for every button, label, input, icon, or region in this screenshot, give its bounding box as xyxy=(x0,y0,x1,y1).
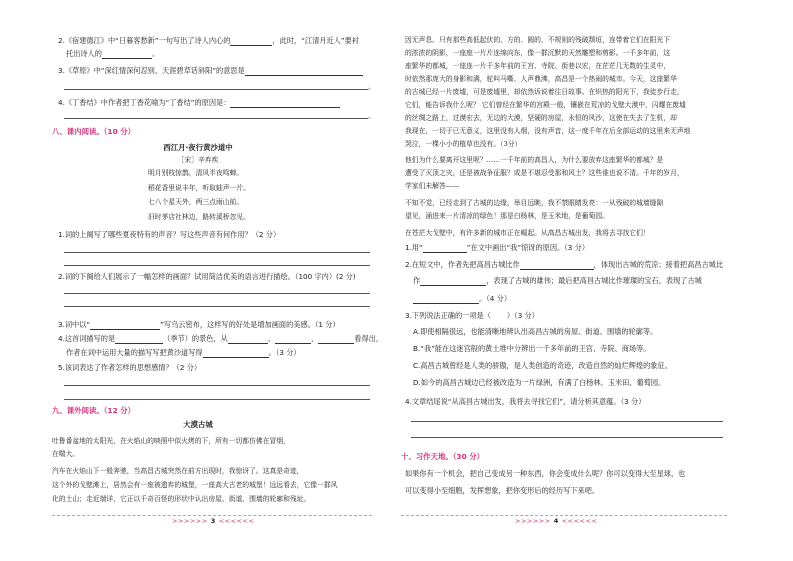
question-2-cont xyxy=(66,49,159,59)
answer-line[interactable] xyxy=(64,385,370,386)
q8-4-text-c: 、 xyxy=(267,334,276,343)
article-line: 的丝绸之路上，过漠宏去，无边的大漠，坚硬的房屋，永恒的风沙，这使在失去了生机，却 xyxy=(405,114,677,122)
arrows-left: >>>>>> xyxy=(515,517,551,525)
answer-line[interactable] xyxy=(64,89,368,90)
q9-4: 4.文章结尾说“从高昌古城出发，我将去寻找它们”，请分析其意蕴。（3 分） xyxy=(405,397,646,406)
q9-2 xyxy=(405,260,723,270)
right-page xyxy=(397,0,793,561)
q9-1 xyxy=(405,243,589,253)
q8-4-text-b: （季节）的景色，从 xyxy=(163,334,228,343)
q2-text-a: 2.《宿建德江》中“日暮客愁新”一句写出了诗人内心的 xyxy=(58,36,231,45)
option-b[interactable]: B.“我”能在这迷宫般的黄土堆中分辨出一千多年前的王宫、寺院、商场等。 xyxy=(413,344,651,353)
answer-line[interactable] xyxy=(411,421,723,422)
answer-blank[interactable] xyxy=(203,349,269,358)
answer-line[interactable] xyxy=(64,118,368,119)
answer-blank[interactable] xyxy=(423,244,467,253)
article-title: 大漠古城 xyxy=(183,420,213,429)
q3-period: 。 xyxy=(368,82,376,91)
article-line: 哭泣，一棵小小的植草也没有。（3分） xyxy=(405,140,522,148)
article-line: 在喘大。 xyxy=(52,450,80,458)
q8-2: 2.词的下阕给人们展示了一幅怎样的画面？试用简洁优美的语言进行描绘。（100 字内）(2 分) xyxy=(58,272,356,281)
q8-4-text-d: 、 xyxy=(311,334,319,343)
option-c[interactable]: C.高昌古城曾经是人类的骄傲，是人类创造的奇迹，改造自然的灿烂辉煌的象征。 xyxy=(413,361,672,370)
q8-5: 5.该词表达了作者怎样的思想感情？（2 分） xyxy=(58,363,202,372)
article-line: 这个外的戈壁滩上，居然会有一座被遗弃的城堡，一座高大古老的城堡！远远看去，它像一群风 xyxy=(52,481,338,489)
answer-blank[interactable] xyxy=(275,335,311,344)
article-line: 的浓浓的阴影，一座座一片片连绵向东，像一群沉默的天然雕塑和剪影。一千多年前，这 xyxy=(405,49,671,57)
q4-period: 。 xyxy=(368,111,376,120)
article-line: 学家们未解答—— xyxy=(405,182,460,190)
q9-3 xyxy=(405,311,539,321)
q8-3-text-b: ”写乌云密布，这样写的好处是增加画面的美感。（1 分） xyxy=(160,320,340,329)
page-divider xyxy=(52,515,372,516)
answer-blank[interactable] xyxy=(102,50,152,59)
q2-text-d: 。 xyxy=(151,49,160,58)
answer-blank[interactable] xyxy=(115,335,163,344)
section-10-heading: 十、习作天地。（30 分） xyxy=(401,452,485,461)
article-line: 的古城已经一片废墟，可是废墟里，却依然诉说着往日故事。在炽热的阳光下，我徒步行走， xyxy=(405,88,684,96)
q8-3 xyxy=(58,320,340,330)
article-line: 汽车在火焰山下一般奔驰，当高昌古城突然在前方出现时，我惊讶了。这真是奇迹， xyxy=(52,467,304,475)
q8-3-text-a: 3.词中以“ xyxy=(58,320,91,329)
q9-2-text-e: 。（4 分） xyxy=(479,294,512,303)
q8-4-text-f: 作者在词中运用大量的描写写把黄沙道写得 xyxy=(66,348,203,357)
arrows-right: <<<<<< xyxy=(561,517,598,525)
section-8-heading: 八、课内阅读。（10 分） xyxy=(52,127,136,136)
page-number: 4 xyxy=(553,517,559,525)
section-9-heading: 九、课外阅读。（12 分） xyxy=(52,406,136,415)
answer-blank[interactable] xyxy=(230,37,272,46)
essay-prompt-line: 可以变得小至细胞，发挥想象，把你变形后的经历写下来吧。 xyxy=(405,486,600,495)
q9-2-cont xyxy=(413,276,702,286)
article-line: 他们为什么要离开这里呢？……一千年前的高昌人，为什么要放弃这座繁华的都城？是 xyxy=(405,156,664,164)
page-divider xyxy=(401,515,727,516)
poem-title: 西江月·夜行黄沙道中 xyxy=(163,143,233,152)
q9-2-text-c: 作 xyxy=(413,276,421,285)
answer-blank[interactable] xyxy=(245,67,363,76)
poem-line: 明月别枝惊鹊，清风半夜鸣蝉。 xyxy=(148,169,244,177)
option-a[interactable]: A.即使相隔很远，也能清晰地辨认出高昌古城的房屋、街道、围墙的轮廓等。 xyxy=(413,327,658,336)
answer-blank[interactable] xyxy=(413,295,479,304)
arrows-left: >>>>>> xyxy=(172,517,208,525)
question-3 xyxy=(58,66,363,76)
article-line: 座繁华的都城，一座连一片千多年前的王宫、寺院、街巷以宏，在茫茫几无数的生灵中， xyxy=(405,62,671,70)
q2-text-b: ，此时，“江清月近人”要衬 xyxy=(272,36,359,45)
q8-4-text-a: 4.这首词描写的是 xyxy=(58,334,116,343)
q9-1-text-b: ”在文中画出“我”惊讶的原因。（3 分） xyxy=(466,243,590,252)
answer-blank[interactable] xyxy=(318,335,354,344)
q8-1: 1.词的上阕写了哪些夏夜特有的声音？写这些声音有何作用？（2 分） xyxy=(58,230,281,239)
answer-line[interactable] xyxy=(64,306,370,307)
q2-text-c: 托出诗人的 xyxy=(66,49,102,58)
page-number-4 xyxy=(515,517,597,525)
essay-prompt-line: 如果你有一个机会，把自己变成另一种东西，你会变成什么呢？你可以变得大至星球，也 xyxy=(405,469,686,478)
answer-line[interactable] xyxy=(411,437,723,438)
page-number-3 xyxy=(172,517,254,525)
answer-blank[interactable] xyxy=(90,321,160,330)
q4-text-a: 4.《丁香结》中作者把丁香花喻为“丁香结”的原因是： xyxy=(58,98,231,107)
article-line: 在苍茫大戈壁中，有许多新的城市正在崛起。从高昌古城出发，我将去寻找它们！ xyxy=(405,229,650,237)
q3-text-a: 3.《草原》中“深红情深何忍别，天涯碧草话斜阳”的意思是 xyxy=(58,66,245,75)
answer-blank[interactable] xyxy=(228,335,268,344)
q9-2-text-d: ，表现了古城的雄伟；最后把高昌古城比作璀璨的宝石，表现了古城 xyxy=(486,276,702,285)
q8-4-cont xyxy=(66,348,301,358)
q8-4 xyxy=(58,334,383,344)
question-4 xyxy=(58,98,340,108)
article-line: 它们，能告诉我什么呢？ 它们曾经在繁华的宫殿一般，镶嵌在荒凉的戈壁大漠中，闪耀在废墟 xyxy=(405,101,686,109)
poem-line: 稻花香里说丰年，听取蛙声一片。 xyxy=(148,184,250,192)
left-page xyxy=(0,0,396,561)
article-line: 我现在，一切于已无意义，这里没有人烟，没有声音，这一度千年在后全部运动的这里来无声地 xyxy=(405,127,691,135)
answer-blank[interactable] xyxy=(230,99,340,108)
article-line: 不知不觉，已经走到了古城的边缘，举目远眺，我不禁眼睛发亮：一从残破的城墙缝隙 xyxy=(405,199,664,207)
q9-1-text-a: 1.用“ xyxy=(405,243,423,252)
answer-line[interactable] xyxy=(64,252,370,253)
q9-2-text-a: 2.在短文中，作者先把高昌古城比作 xyxy=(405,260,520,269)
q9-2-text-b: ，体现出古城的荒凉；接着把高昌古城比 xyxy=(593,260,724,269)
article-line: 化的土山；走近端详，它正以千奇百怪的形状中认出房屋、街道、围墙的轮廓和残址。 xyxy=(52,495,311,503)
page-number: 3 xyxy=(210,517,216,525)
answer-blank[interactable] xyxy=(420,277,486,286)
answer-blank[interactable] xyxy=(520,261,594,270)
q9-3-text-a: 3.下列说法正确的一项是（ xyxy=(405,311,491,320)
answer-line[interactable] xyxy=(64,293,370,294)
article-line: 遭受了灭顶之灾，还是被战争征服？或是不堪忍受那和风土？这些谁也说不清。千年的岁月， xyxy=(405,169,684,177)
article-line: 望见，涌进来一片清凉的绿色！那是白杨林，是玉米地，是葡萄园。 xyxy=(405,212,609,220)
arrows-right: <<<<<< xyxy=(218,517,255,525)
q8-4-text-e: 看得出， xyxy=(354,334,384,343)
q9-2-cont2 xyxy=(413,294,511,304)
q9-3-text-b: ）（3 分） xyxy=(506,311,539,320)
option-d[interactable]: D.如今的高昌古城边已经被改造为一片绿洲，有满了白杨林、玉米田、葡萄园。 xyxy=(413,378,666,387)
poem-line: 七八个星天外，两三点雨山前。 xyxy=(148,198,244,206)
q8-4-text-g: 。（3 分） xyxy=(268,348,301,357)
article-line: 吐鲁番盆地的太阳光，在火焰山的映照中似火烤的下，所有一切都仿佛在冒烟， xyxy=(52,437,290,445)
question-2 xyxy=(58,36,359,46)
answer-line[interactable] xyxy=(64,399,370,400)
article-line: 时依然那庞大的身影和满，驼叫马嘶、人声鼎沸，高昌是一个热闹的城市。今天，这座繁华 xyxy=(405,75,677,83)
poem-author: ［宋］辛弃疾 xyxy=(177,156,219,164)
answer-line[interactable] xyxy=(64,265,370,266)
poem-line: 旧时茅店社林边，路转溪桥忽见。 xyxy=(148,213,250,221)
article-line: 因无声息。只有那些高低起伏的、方的、圆的、不规则的残破颓垣，连带着它们在阳光下 xyxy=(405,36,671,44)
